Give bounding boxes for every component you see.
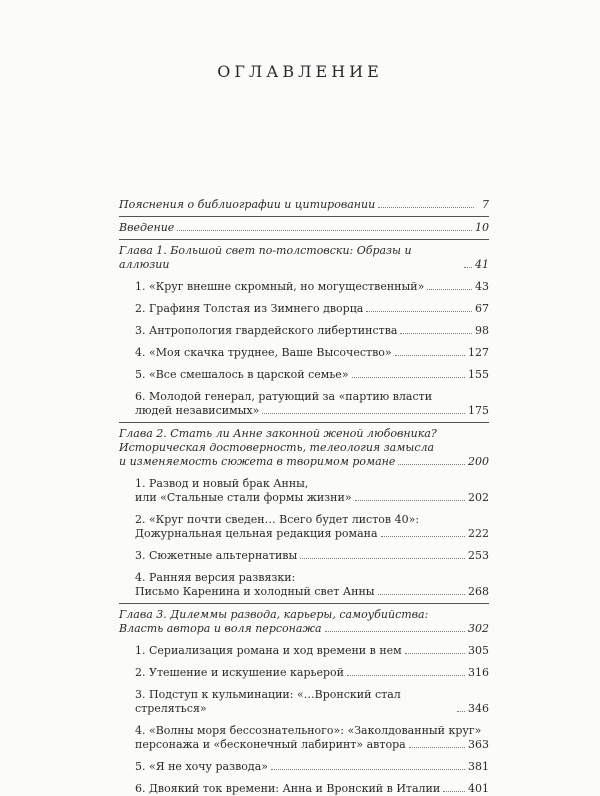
section-text-line: 2. «Круг почти сведен… Всего будет листов 40»: <box>135 513 420 526</box>
toc-section[interactable] <box>119 571 489 599</box>
page-number: 401 <box>468 782 489 795</box>
section-text-line: 4. Ранняя версия развязки: <box>135 571 296 584</box>
page-number: 7 <box>482 198 489 211</box>
section-text: 2. Графиня Толстая из Зимнего дворца <box>135 302 364 315</box>
toc-section[interactable] <box>119 368 489 382</box>
section-text: 5. «Я не хочу развода» <box>135 760 268 773</box>
divider <box>119 216 489 217</box>
leader-dots <box>427 289 472 290</box>
leader-dots <box>381 536 465 537</box>
section-text-line: Письмо Каренина и холодный свет Анны <box>135 585 375 598</box>
toc-section[interactable] <box>119 644 489 658</box>
leader-dots <box>464 267 472 268</box>
toc-section[interactable] <box>119 324 489 338</box>
page-number: 98 <box>475 324 489 337</box>
section-text: 3. Подступ к кульминации: «…Вронский стал стреляться» <box>135 688 401 715</box>
toc-entry-notes[interactable] <box>119 198 489 212</box>
section-text-line: персонажа и «бесконечный лабиринт» автора <box>135 738 406 751</box>
leader-dots <box>177 230 472 231</box>
page-number: 305 <box>468 644 489 657</box>
leader-dots <box>300 558 465 559</box>
chapter-title: Глава 1. Большой свет по-толстовски: Образы и аллюзии <box>119 244 412 271</box>
page-number: 381 <box>468 760 489 773</box>
chapter-title-line: Глава 2. Стать ли Анне законной женой любовника? <box>119 427 437 440</box>
toc-section[interactable] <box>119 760 489 774</box>
chapter-title-line: Глава 3. Дилеммы развода, карьеры, самоубийства: <box>119 608 429 621</box>
leader-dots <box>352 377 465 378</box>
page-number: 175 <box>468 404 489 417</box>
section-text: 3. Антропология гвардейского либертинства <box>135 324 398 337</box>
toc-section[interactable] <box>119 346 489 360</box>
toc-section[interactable] <box>119 549 489 563</box>
table-of-contents <box>119 198 489 796</box>
toc-section[interactable] <box>119 390 489 418</box>
section-text: 6. Двоякий ток времени: Анна и Вронский в Италии <box>135 782 441 795</box>
toc-chapter-2[interactable] <box>119 427 489 469</box>
leader-dots <box>378 207 474 208</box>
page-number: 363 <box>468 738 489 751</box>
leader-dots <box>271 769 465 770</box>
leader-dots <box>347 675 465 676</box>
divider <box>119 239 489 240</box>
leader-dots <box>409 747 465 748</box>
page-number: 316 <box>468 666 489 679</box>
page-title: ОГЛАВЛЕНИЕ <box>217 62 383 81</box>
toc-section[interactable] <box>119 280 489 294</box>
leader-dots <box>457 711 465 712</box>
section-text-line: Дожурнальная цельная редакция романа <box>135 527 378 540</box>
page-number: 43 <box>475 280 489 293</box>
leader-dots <box>405 653 465 654</box>
leader-dots <box>325 631 465 632</box>
section-text-line: 4. «Волны моря бессознательного»: «Заколдованный круг» <box>135 724 482 737</box>
page-number: 200 <box>468 455 489 468</box>
section-text-line: или «Стальные стали формы жизни» <box>135 491 352 504</box>
page-number: 67 <box>475 302 489 315</box>
page-number: 127 <box>468 346 489 359</box>
leader-dots <box>355 500 465 501</box>
section-text: 1. «Круг внешне скромный, но могущественный» <box>135 280 425 293</box>
leader-dots <box>378 594 465 595</box>
divider <box>119 603 489 604</box>
section-text-line: людей независимых» <box>135 404 260 417</box>
leader-dots <box>398 464 465 465</box>
leader-dots <box>366 311 472 312</box>
leader-dots <box>262 413 465 414</box>
toc-chapter-3[interactable] <box>119 608 489 636</box>
page-number: 253 <box>468 549 489 562</box>
toc-entry-introduction[interactable] <box>119 221 489 235</box>
section-text: 5. «Все смешалось в царской семье» <box>135 368 349 381</box>
page-number: 10 <box>475 221 489 234</box>
divider <box>119 422 489 423</box>
toc-section[interactable] <box>119 302 489 316</box>
toc-section[interactable] <box>119 782 489 796</box>
toc-section[interactable] <box>119 477 489 505</box>
page-number: 155 <box>468 368 489 381</box>
page-number: 302 <box>468 622 489 635</box>
toc-section[interactable] <box>119 513 489 541</box>
page-number: 222 <box>468 527 489 540</box>
leader-dots <box>395 355 465 356</box>
section-text-line: 6. Молодой генерал, ратующий за «партию власти <box>135 390 433 403</box>
section-text-line: 1. Развод и новый брак Анны, <box>135 477 309 490</box>
toc-section[interactable] <box>119 688 489 716</box>
section-text: 4. «Моя скачка труднее, Ваше Высочество» <box>135 346 392 359</box>
entry-text: Пояснения о библиографии и цитировании <box>119 198 376 211</box>
page-number: 202 <box>468 491 489 504</box>
section-text: 1. Сериализация романа и ход времени в нем <box>135 644 402 657</box>
leader-dots <box>400 333 472 334</box>
leader-dots <box>443 791 465 792</box>
page-number: 346 <box>468 702 489 715</box>
page-number: 41 <box>475 258 489 271</box>
toc-section[interactable] <box>119 666 489 680</box>
page-number: 268 <box>468 585 489 598</box>
entry-text: Введение <box>119 221 175 234</box>
toc-section[interactable] <box>119 724 489 752</box>
section-text: 3. Сюжетные альтернативы <box>135 549 298 562</box>
chapter-title-line: Историческая достоверность, телеология замысла <box>119 441 435 454</box>
toc-chapter-1[interactable] <box>119 244 489 272</box>
chapter-title-line: и изменяемость сюжета в творимом романе <box>119 455 396 468</box>
chapter-title-line: Власть автора и воля персонажа <box>119 622 322 635</box>
section-text: 2. Утешение и искушение карьерой <box>135 666 344 679</box>
